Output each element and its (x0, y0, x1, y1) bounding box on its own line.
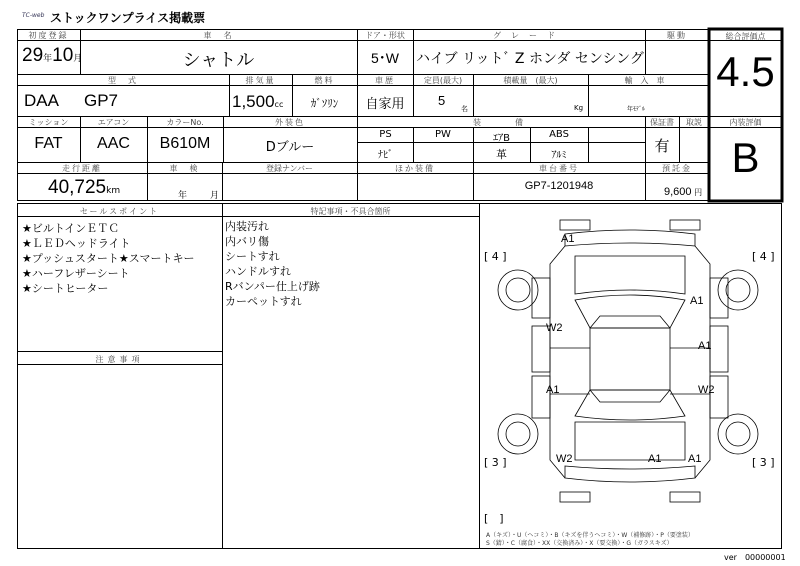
color-value: Dブルー (265, 140, 315, 155)
label-model: 型 式 (108, 76, 138, 85)
model-prefix-value: DAA (24, 91, 59, 110)
label-other-equipment: ほか装備 (395, 164, 435, 173)
spare-tire: [ ] (484, 512, 504, 525)
equip-alloy: ｱﾙﾐ (551, 150, 567, 161)
list-item: Rバンパー仕上げ跡 (225, 280, 320, 293)
grade-value: ハイブ リットﾞ Z ホンダ センシング (416, 51, 644, 67)
equip-ps: PS (379, 129, 392, 140)
label-equipment: 装 備 (473, 118, 529, 127)
model-year-label: 年ﾓﾃﾞﾙ (627, 106, 646, 113)
equip-airbag: ｴｱB (493, 133, 510, 144)
label-capacity: 定員(最大) (423, 76, 463, 85)
damage-mark: A1 (648, 453, 662, 465)
equip-navi: ﾅﾋﾞ (378, 150, 393, 161)
car-damage-diagram (480, 216, 781, 528)
label-exterior-color: 外装色 (275, 118, 305, 127)
label-caution: 注意事項 (95, 355, 144, 364)
car-name-value: シャトル (182, 50, 255, 71)
inspection-year-unit: 年 (178, 191, 188, 201)
damage-legend-line2: S（錆）・C（腐食）・XX（交換済み）・X（要交換）・G（ガラスキズ） (486, 540, 673, 547)
label-manual: 取説 (686, 118, 702, 127)
tire-rear-left: [ 3 ] (484, 456, 507, 469)
equip-leather: 革 (496, 148, 507, 161)
damage-mark: W2 (556, 453, 573, 465)
chassis-value: GP7-1201948 (524, 180, 594, 192)
damage-mark: A1 (690, 295, 704, 307)
list-item: ★プッシュスタート★スマートキー (22, 252, 195, 265)
label-color-no: カラーNo. (166, 118, 204, 127)
label-history: 車歴 (375, 76, 395, 85)
history-value: 自家用 (365, 97, 405, 112)
label-fuel: 燃料 (314, 76, 335, 85)
tire-front-right: [ 4 ] (752, 250, 775, 263)
list-item: ★シートヒーター (22, 282, 109, 295)
damage-mark: W2 (698, 384, 715, 396)
label-warranty: 保証書 (650, 118, 674, 127)
label-chassis-no: 車台番号 (539, 164, 579, 173)
equip-pw: PW (435, 129, 451, 140)
label-reg-number: 登録ナンバー (265, 164, 314, 173)
label-import: 輸入車 (624, 76, 673, 85)
label-overall-score: 総合評価点 (725, 32, 766, 41)
list-item: カーペットすれ (225, 295, 302, 308)
logo: TC-web (22, 12, 45, 19)
label-mission: ミッション (28, 118, 69, 127)
inspection-month-unit: 月 (210, 191, 220, 201)
damage-legend-line1: A（キズ）・U（ヘコミ）・B（キズを伴うヘコミ）・W（補修跡）・P（要塗装） (486, 532, 694, 539)
label-inspection: 車 検 (169, 164, 200, 173)
capacity-value: 5 (438, 93, 446, 108)
list-item: ハンドルすれ (225, 265, 291, 278)
payload-unit: Kg (574, 104, 584, 112)
damage-mark: W2 (546, 322, 563, 334)
list-item: 内装汚れ (225, 220, 269, 233)
color-no-value: B610M (159, 135, 211, 152)
list-item: 内バリ傷 (225, 235, 269, 248)
label-displacement: 排気量 (245, 76, 276, 85)
version-label: ver 00000001 (724, 553, 786, 562)
label-payload: 積載量 (最大) (503, 76, 558, 85)
label-sales-points: セールスポイント (79, 207, 160, 216)
notes-list (225, 219, 320, 309)
label-aircon: エアコン (97, 118, 130, 127)
sales-points-list (22, 221, 195, 296)
list-item: ★ＬＥＤヘッドライト (22, 237, 131, 250)
overall-score-value: 4.5 (716, 48, 775, 95)
list-item: シートすれ (225, 250, 280, 263)
label-first-reg: 初度登録 (28, 31, 69, 40)
mission-value: FAT (34, 135, 63, 152)
tire-rear-right: [ 3 ] (752, 456, 775, 469)
label-grade: グレード (493, 31, 565, 40)
label-mileage: 走行距離 (62, 164, 102, 173)
displacement-value: 1,500cc (232, 92, 284, 111)
damage-mark: A1 (546, 384, 560, 396)
door-type-value: 5･W (371, 50, 399, 66)
label-drive: 駆動 (667, 31, 687, 40)
page-title: ストックワンプライス掲載票 (50, 11, 206, 25)
list-item: ★ビルトインＥＴＣ (22, 222, 120, 235)
mileage-value: 40,725km (48, 177, 121, 198)
damage-mark: A1 (688, 453, 702, 465)
damage-mark: A1 (698, 340, 712, 352)
damage-mark: A1 (561, 233, 575, 245)
label-door-type: ドア・形状 (365, 31, 405, 40)
model-value: GP7 (84, 91, 119, 110)
label-car-name: 車 名 (203, 31, 234, 40)
first-reg-value: 29年10月 (22, 45, 83, 66)
equip-abs: ABS (549, 129, 569, 140)
warranty-value: 有 (654, 137, 670, 155)
aircon-value: AAC (97, 135, 130, 152)
capacity-unit: 名 (461, 105, 468, 113)
interior-score-value: B (731, 134, 760, 181)
tire-front-left: [ 4 ] (484, 250, 507, 263)
recycle-value: 9,600 円 (664, 186, 703, 198)
label-recycle-fee: 預託金 (662, 164, 692, 173)
fuel-value: ｶﾞｿﾘﾝ (310, 97, 339, 110)
label-interior-score: 内装評価 (729, 118, 762, 127)
label-special-notes: 特記事項・不具合箇所 (310, 207, 391, 216)
list-item: ★ハーフレザーシート (22, 267, 130, 280)
